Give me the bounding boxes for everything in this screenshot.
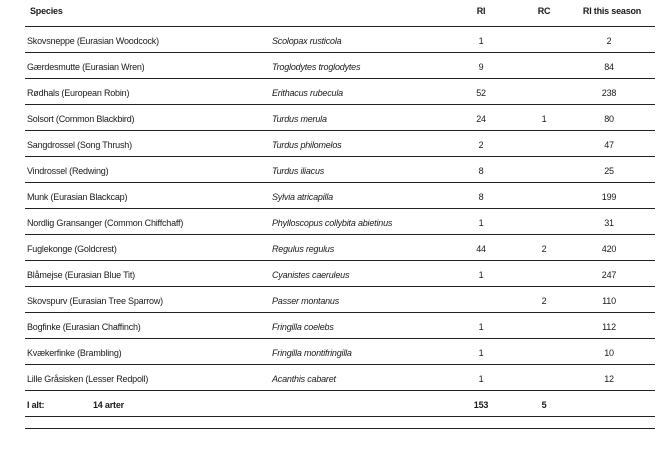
latin-name: Turdus iliacus <box>272 166 325 176</box>
ri-value: 24 <box>476 114 486 124</box>
rc-value: 2 <box>541 244 547 254</box>
total-species-count: 14 arter <box>93 400 124 410</box>
species-name: Bogfinke (Eurasian Chaffinch) <box>27 322 141 332</box>
species-name: Kvækerfinke (Brambling) <box>27 348 122 358</box>
ri-value: 2 <box>478 140 484 150</box>
header-ri: RI <box>476 6 486 16</box>
row-rule <box>25 78 655 79</box>
season-value: 238 <box>601 88 617 98</box>
season-value: 420 <box>601 244 617 254</box>
latin-name: Scolopax rusticola <box>272 36 342 46</box>
season-value: 110 <box>602 296 616 306</box>
latin-name: Regulus regulus <box>272 244 335 254</box>
row-rule <box>25 104 655 105</box>
season-value: 80 <box>604 114 614 124</box>
latin-name: Troglodytes troglodytes <box>272 62 361 72</box>
species-name: Munk (Eurasian Blackcap) <box>27 192 128 202</box>
latin-name: Turdus philomelos <box>272 140 342 150</box>
season-value: 247 <box>601 270 617 280</box>
ri-value: 8 <box>478 192 484 202</box>
species-name: Sangdrossel (Song Thrush) <box>27 140 132 150</box>
latin-name: Passer montanus <box>272 296 340 306</box>
total-ri: 153 <box>473 400 489 410</box>
row-rule <box>25 208 655 209</box>
ri-value: 1 <box>478 374 484 384</box>
ri-value: 9 <box>478 62 484 72</box>
row-rule <box>25 390 655 391</box>
species-name: Lille Gråsisken (Lesser Redpoll) <box>27 374 149 384</box>
season-value: 84 <box>604 62 614 72</box>
species-name: Skovspurv (Eurasian Tree Sparrow) <box>27 296 163 306</box>
season-value: 2 <box>606 36 612 46</box>
bottom-rule <box>25 428 655 429</box>
season-value: 10 <box>604 348 614 358</box>
ri-value: 1 <box>478 348 484 358</box>
latin-name: Erithacus rubecula <box>272 88 343 98</box>
header-ri-this-season: RI this season <box>582 6 642 16</box>
species-name: Vindrossel (Redwing) <box>27 166 109 176</box>
latin-name: Turdus merula <box>272 114 327 124</box>
species-name: Rødhals (European Robin) <box>27 88 130 98</box>
latin-name: Cyanistes caeruleus <box>272 270 350 280</box>
ri-value: 44 <box>476 244 486 254</box>
latin-name: Acanthis cabaret <box>272 374 336 384</box>
ri-value: 1 <box>478 270 484 280</box>
ri-value: 8 <box>478 166 484 176</box>
row-rule <box>25 234 655 235</box>
row-rule <box>25 260 655 261</box>
header-species: Species <box>30 6 63 16</box>
row-rule <box>25 156 655 157</box>
latin-name: Fringilla montifringilla <box>272 348 352 358</box>
season-value: 25 <box>604 166 614 176</box>
latin-name: Sylvia atricapilla <box>272 192 333 202</box>
ri-value: 1 <box>478 322 484 332</box>
rc-value: 1 <box>541 114 547 124</box>
ri-value: 52 <box>476 88 486 98</box>
total-label: I alt: <box>27 400 45 410</box>
species-name: Solsort (Common Blackbird) <box>27 114 135 124</box>
ri-value: 1 <box>478 218 484 228</box>
latin-name: Fringilla coelebs <box>272 322 334 332</box>
total-rc: 5 <box>541 400 547 410</box>
season-value: 47 <box>604 140 614 150</box>
row-rule <box>25 182 655 183</box>
row-rule <box>25 52 655 53</box>
row-rule <box>25 338 655 339</box>
species-name: Skovsneppe (Eurasian Woodcock) <box>27 36 159 46</box>
season-value: 112 <box>602 322 616 332</box>
total-rule <box>25 416 655 417</box>
species-name: Fuglekonge (Goldcrest) <box>27 244 117 254</box>
row-rule <box>25 286 655 287</box>
season-value: 199 <box>601 192 617 202</box>
header-rc: RC <box>537 6 551 16</box>
row-rule <box>25 312 655 313</box>
season-value: 12 <box>604 374 614 384</box>
rc-value: 2 <box>541 296 547 306</box>
latin-name: Phylloscopus collybita abietinus <box>272 218 393 228</box>
header-rule <box>25 26 655 27</box>
ri-value: 1 <box>478 36 484 46</box>
row-rule <box>25 130 655 131</box>
species-name: Blåmejse (Eurasian Blue Tit) <box>27 270 135 280</box>
species-name: Gærdesmutte (Eurasian Wren) <box>27 62 145 72</box>
season-value: 31 <box>604 218 614 228</box>
row-rule <box>25 364 655 365</box>
species-name: Nordlig Gransanger (Common Chiffchaff) <box>27 218 184 228</box>
